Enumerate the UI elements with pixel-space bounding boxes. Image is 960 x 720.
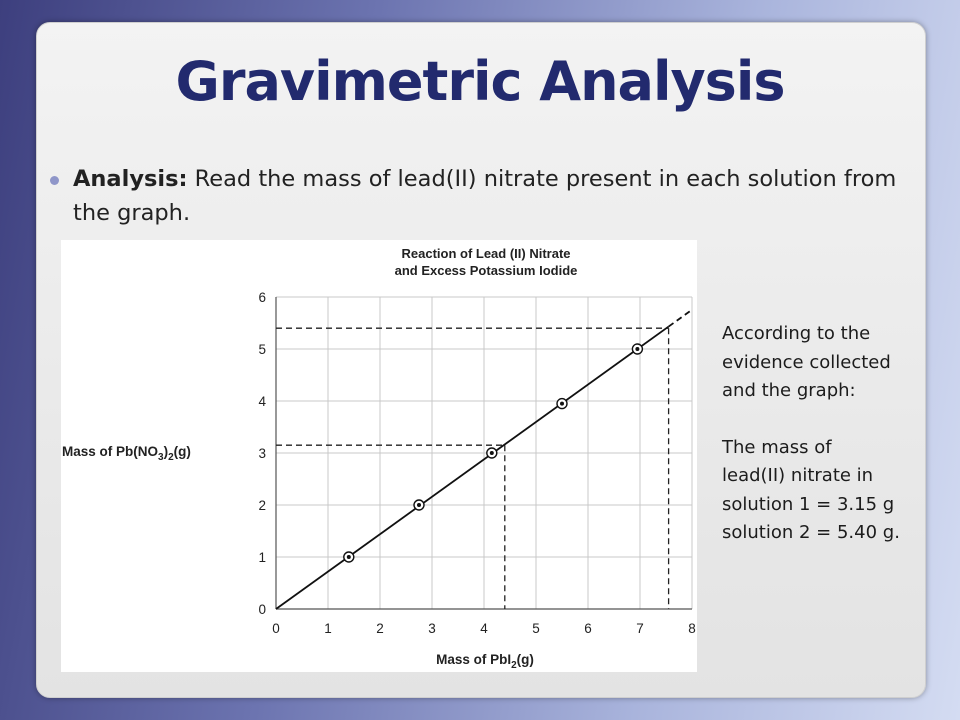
x-tick-label: 2 (376, 621, 384, 636)
data-point-center (417, 503, 421, 507)
y-tick-label: 3 (258, 446, 266, 461)
note-line: lead(II) nitrate in (722, 465, 874, 486)
y-tick-label: 0 (258, 602, 266, 617)
x-tick-label: 6 (584, 621, 592, 636)
x-tick-label: 5 (532, 621, 540, 636)
side-note (722, 320, 952, 548)
x-tick-label: 0 (272, 621, 280, 636)
y-tick-label: 5 (258, 342, 266, 357)
x-tick-label: 4 (480, 621, 488, 636)
note-line: evidence collected (722, 351, 891, 373)
bullet-text: Read the mass of lead(II) nitrate present in each solution from the graph. (73, 166, 897, 226)
note-line: solution 2 = 5.40 g. (722, 522, 900, 543)
slide-title: Gravimetric Analysis (175, 50, 785, 113)
y-tick-label: 6 (258, 290, 266, 305)
x-tick-label: 3 (428, 621, 436, 636)
x-axis-label: Mass of PbI$_2$(g) (436, 652, 534, 671)
data-point-center (347, 555, 351, 559)
note-line: solution 1 = 3.15 g (722, 493, 895, 515)
data-point-center (635, 347, 639, 351)
data-point-center (560, 402, 564, 406)
note-line: and the graph: (722, 380, 856, 401)
x-tick-label: 7 (636, 621, 644, 636)
fit-line-extrapolated (669, 310, 692, 327)
chart-title-line2: and Excess Potassium Iodide (394, 263, 578, 278)
y-tick-label: 1 (258, 550, 266, 565)
chart-container (61, 240, 697, 672)
bullet-label: Analysis: (73, 166, 188, 192)
y-tick-label: 4 (258, 394, 266, 409)
x-tick-labels (272, 621, 696, 636)
data-point-center (490, 451, 494, 455)
analysis-bullet (73, 162, 913, 230)
note-line: The mass of (722, 436, 832, 458)
chart-title-line1: Reaction of Lead (II) Nitrate (401, 246, 571, 261)
y-tick-labels (258, 290, 266, 617)
y-tick-label: 2 (258, 498, 266, 513)
note-line: According to the (722, 323, 871, 344)
x-tick-label: 8 (688, 621, 696, 636)
chart-svg (61, 240, 697, 672)
bullet-marker (50, 176, 59, 185)
fit-line-solid (276, 327, 669, 609)
chart-grid (276, 297, 692, 609)
y-axis-label: Mass of $Pb(NO_3)_2(g)$ (62, 444, 191, 463)
x-tick-label: 1 (324, 621, 332, 636)
note-spacer (722, 406, 952, 434)
